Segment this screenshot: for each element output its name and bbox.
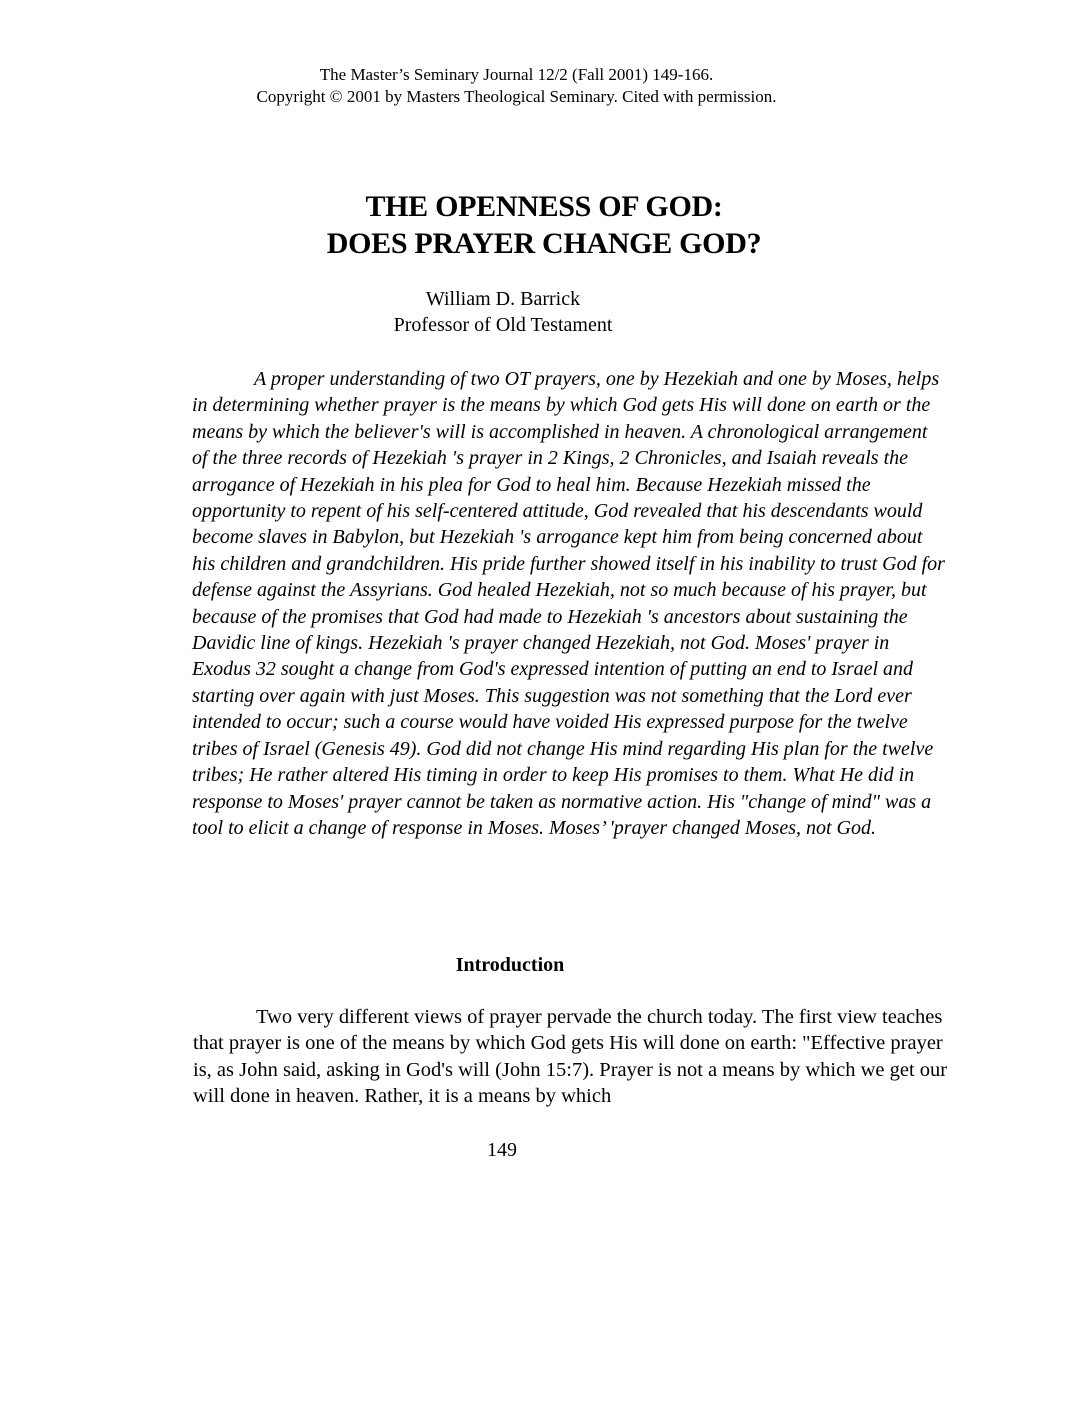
- introduction-paragraph: Two very different views of prayer pervade the church today. The first view teaches that prayer is one of the means by which God gets His will done on earth: "Effective prayer is, as John said, asking in God's will (John 15:7). Prayer is not a means by which we get our will done in heaven. Rather, it is a means by which: [193, 1006, 948, 1108]
- journal-citation-header: [0, 64, 1033, 108]
- author-position: Professor of Old Testament: [393, 314, 613, 336]
- article-title-line-2: DOES PRAYER CHANGE GOD?: [326, 227, 762, 260]
- article-title-line-1: THE OPENNESS OF GOD:: [365, 190, 723, 223]
- page-number: 149: [487, 1139, 517, 1161]
- author-block: [0, 286, 1006, 338]
- journal-citation-line: The Master’s Seminary Journal 12/2 (Fall 2001) 149-166.: [319, 65, 714, 84]
- article-title: [0, 188, 1088, 262]
- author-name: William D. Barrick: [425, 288, 581, 310]
- abstract-paragraph: A proper understanding of two OT prayers, one by Hezekiah and one by Moses, helps in determining whether prayer is the means by which God gets His will done on earth or the means by which the believer's will is accomplished in heaven. A chronological arrangement of the three records of Hezekiah 's prayer in 2 Kings, 2 Chronicles, and Isaiah reveals the arrogance of Hezekiah in his plea for God to heal him. Because Hezekiah missed the opportunity to repent of his self-centered attitude, God revealed that his descendants would become slaves in Babylon, but Hezekiah 's arrogance kept him from being concerned about his children and grandchildren. His pride further showed itself in his inability to trust God for defense against the Assyrians. God healed Hezekiah, not so much because of his prayer, but because of the promises that God had made to Hezekiah 's ancestors about sustaining the Davidic line of kings. Hezekiah 's prayer changed Hezekiah, not God. Moses' prayer in Exodus 32 sought a change from God's expressed intention of putting an end to Israel and starting over again with just Moses. This suggestion was not something that the Lord ever intended to occur; such a course would have voided His expressed purpose for the twelve tribes of Israel (Genesis 49). God did not change His mind regarding His plan for the twelve tribes; He rather altered His timing in order to keep His promises to them. What He did in response to Moses' prayer cannot be taken as normative action. His "change of mind" was a tool to elicit a change of response in Moses. Moses’ 'prayer changed Moses, not God.: [192, 368, 945, 839]
- copyright-line: Copyright © 2001 by Masters Theological Seminary. Cited with permission.: [256, 87, 777, 106]
- section-heading-introduction: Introduction: [455, 954, 565, 976]
